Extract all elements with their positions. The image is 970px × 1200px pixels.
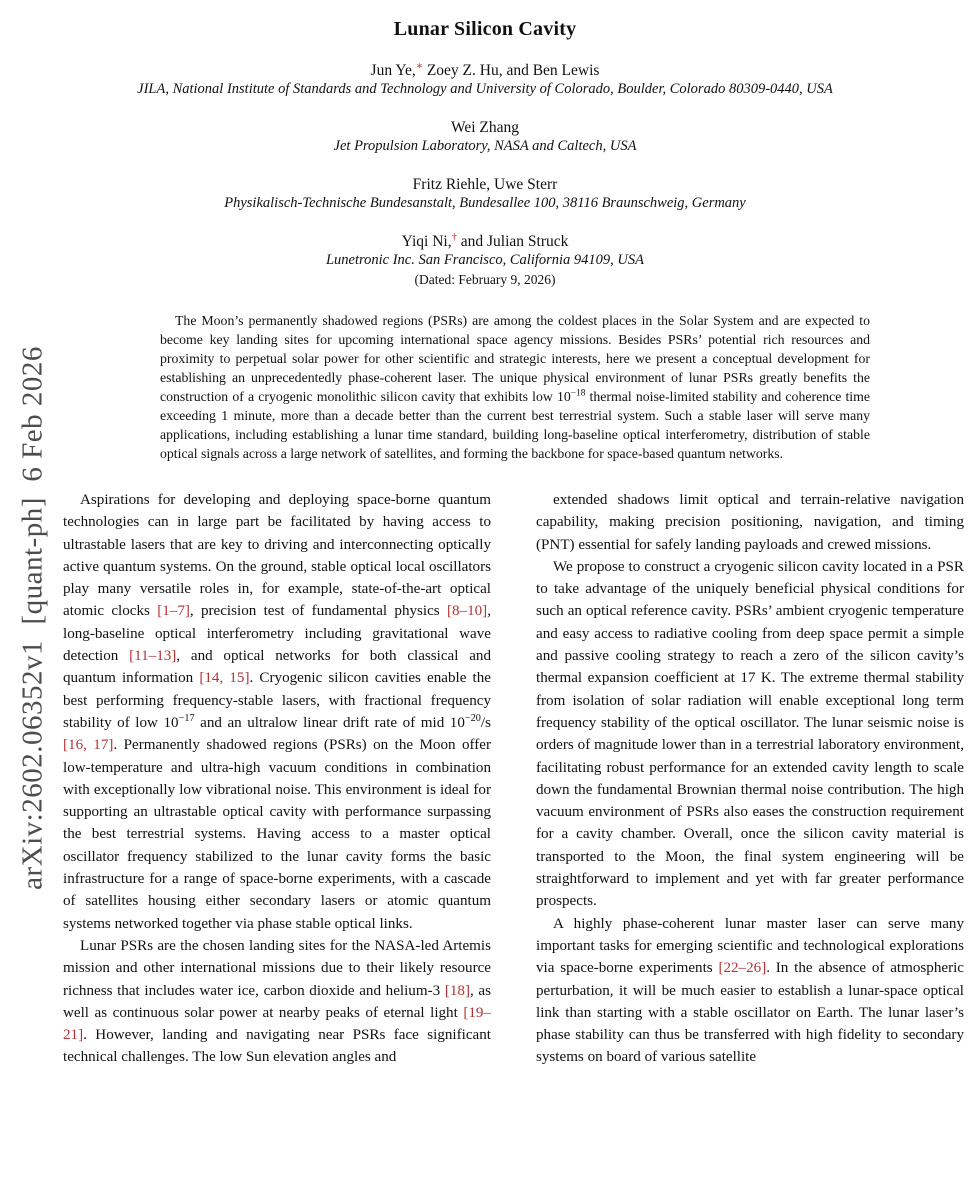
affiliation: Lunetronic Inc. San Francisco, California 94109, USA xyxy=(325,252,645,268)
right-column xyxy=(536,489,964,1069)
paragraph: Aspirations for developing and deploying space-borne quantum technologies can in large part be facilitated by having access to ultrastable lasers that are key to driving and interconnecting optically active quantum systems. On the ground, stable optical local oscillators play many versatile roles in, for example, state-of-the-art optical atomic clocks [1–7], precision test of fundamental physics [8–10], long-baseline optical interferometry including gravitational wave detection [11–13], and optical networks for both classical and quantum information [14, 15]. Cryogenic silicon cavities enable the best performing frequency-stable lasers, with fractional frequency stability of low $10^{-17}$ and an ultralow linear drift rate of mid $10^{-20}/s$ [16, 17]. Permanently shadowed regions (PSRs) on the Moon offer low-temperature and ultra-high vacuum conditions in combination with exceptionally low vibrational noise. This environment is ideal for supporting an ultrastable optical cavity with performance surpassing the best terrestrial systems. Having access to a master optical oscillator frequency stabilized to the lunar cavity forms the basic infrastructure for a range of space-borne experiments, with a cascade of satellites housing either secondary lasers or atomic quantum systems networked together via phase stable optical links. xyxy=(63,492,491,932)
author-group xyxy=(0,233,970,269)
superscript: −20 xyxy=(464,712,481,724)
author-group xyxy=(0,176,970,212)
paragraph: extended shadows limit optical and terrain-relative navigation capability, making precision positioning, navigation, and timing (PNT) essential for safely landing payloads and crewed missions. xyxy=(536,492,964,553)
superscript: −17 xyxy=(178,712,195,724)
footnote-marker-link[interactable]: ∗ xyxy=(415,60,423,72)
citation-link[interactable]: [19–21] xyxy=(63,1004,491,1044)
author-names: Fritz Riehle, Uwe Sterr xyxy=(412,176,558,193)
author-names: Yiqi Ni,† and Julian Struck xyxy=(401,231,569,250)
author-names: Jun Ye,∗ Zoey Z. Hu, and Ben Lewis xyxy=(370,60,600,79)
abstract-block xyxy=(160,311,870,463)
citation-link[interactable]: [1–7] xyxy=(157,603,190,620)
citation-link[interactable]: [11–13] xyxy=(129,648,177,665)
arxiv-watermark: arXiv:2602.06352v1 [quant-ph] 6 Feb 2026 xyxy=(16,346,49,890)
paper-title: Lunar Silicon Cavity xyxy=(393,18,577,40)
citation-link[interactable]: [22–26] xyxy=(718,960,767,977)
affiliation: JILA, National Institute of Standards and Technology and University of Colorado, Boulder, Colorado 80309-0440, USA xyxy=(137,81,833,97)
author-blocks xyxy=(0,62,970,269)
author-group xyxy=(0,119,970,155)
affiliation: Jet Propulsion Laboratory, NASA and Caltech, USA xyxy=(333,138,637,154)
citation-link[interactable]: [16, 17] xyxy=(63,737,114,754)
affiliation: Physikalisch-Technische Bundesanstalt, Bundesallee 100, 38116 Braunschweig, Germany xyxy=(224,195,746,211)
author-names: Wei Zhang xyxy=(450,119,520,136)
citation-link[interactable]: [14, 15] xyxy=(199,670,250,687)
paragraph: A highly phase-coherent lunar master laser can serve many important tasks for emerging scientific and technological explorations via space-borne experiments [22–26]. In the absence of atmospheric perturbation, it will be much easier to establish a lunar-space optical link than starting with a stable oscillator on Earth. The lunar laser’s phase stability can thus be transferred with high fidelity to secondary systems on board of various satellite xyxy=(536,915,964,1066)
abstract-text: The Moon’s permanently shadowed regions (PSRs) are among the coldest places in the Solar System and are expected to become key landing sites for upcoming international space agency missions. Besides PSRs’ potential rich resources and proximity to perpetual solar power for other scientific and strategic interests, here we present a conceptual development for establishing an unprecedentedly phase-coherent laser. The unique physical environment of lunar PSRs greatly benefits the construction of a cryogenic monolithic silicon cavity that exhibits low $10^{-18}$ thermal noise-limited stability and coherence time exceeding 1 minute, more than a decade better than the current best terrestrial system. Such a stable laser will serve many applications, including establishing a lunar time standard, building long-baseline optical interferometry, distribution of stable optical signals across a large network of satellites, and forming the backbone for space-based quantum networks. xyxy=(160,313,870,461)
paper-header xyxy=(0,18,970,288)
superscript: −18 xyxy=(570,388,586,399)
date-line: (Dated: February 9, 2026) xyxy=(414,272,556,287)
author-group xyxy=(0,62,970,98)
body-columns xyxy=(63,489,964,1069)
citation-link[interactable]: [8–10] xyxy=(446,603,488,620)
left-column xyxy=(63,489,491,1069)
citation-link[interactable]: [18] xyxy=(444,982,470,999)
paragraph: We propose to construct a cryogenic silicon cavity located in a PSR to take advantage of the uniquely beneficial physical conditions for such an optical reference cavity. PSRs’ ambient cryogenic temperature and easy access to radiative cooling from deep space permit a simple and passive cooling strategy to reach a zero of the silicon cavity’s thermal expansion coefficient at 17 K. The extreme thermal stability from isolation of solar radiation will enable exceptional long term frequency stability of the optical oscillator. The lunar seismic noise is orders of magnitude lower than in a terrestrial laboratory environment, facilitating robust performance for an extended cavity length to scale down the fundamental Brownian thermal noise contribution. The high vacuum environment of PSRs also eases the construction requirement for a cavity chamber. Overall, once the silicon cavity material is transported to the Moon, the final system engineering will be straightforward to implement and yet with far greater performance prospects. xyxy=(536,558,964,910)
footnote-marker-link[interactable]: † xyxy=(451,231,457,243)
paragraph: Lunar PSRs are the chosen landing sites for the NASA-led Artemis mission and other international missions due to their likely resource richness that includes water ice, carbon dioxide and helium-3 [18], as well as continuous solar power at nearby peaks of eternal light [19–21]. However, landing and navigating near PSRs face significant technical challenges. The low Sun elevation angles and xyxy=(63,937,491,1066)
